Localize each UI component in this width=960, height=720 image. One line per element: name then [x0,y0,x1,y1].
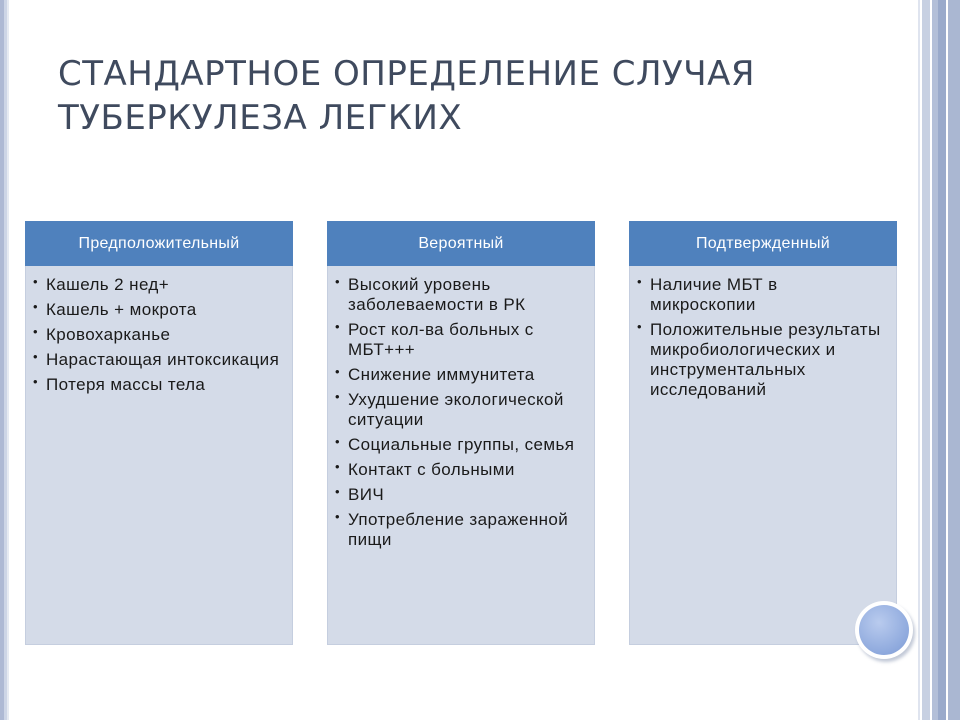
column-list [334,275,586,555]
column-header: Предположительный [25,221,293,266]
column-confirmed [629,221,897,645]
column-probable [327,221,595,645]
column-presumptive [25,221,293,645]
list-item: • Положительные результаты микробиологических и инструментальных исследований [636,320,888,400]
column-header: Вероятный [327,221,595,266]
list-item: • Кровохарканье [32,325,284,345]
list-item: • Ухудшение экологической ситуации [334,390,586,430]
list-item: • Социальные группы, семья [334,435,586,455]
list-item: • Употребление зараженной пищи [334,510,586,550]
list-item: • Кашель 2 нед+ [32,275,284,295]
slide-title: СТАНДАРТНОЕ ОПРЕДЕЛЕНИЕ СЛУЧАЯ ТУБЕРКУЛЕЗА ЛЕГКИХ [58,54,755,138]
column-list [636,275,888,405]
list-item: • Потеря массы тела [32,375,284,395]
column-list [32,275,284,400]
list-item: • Кашель + мокрота [32,300,284,320]
list-item: • Нарастающая интоксикация [32,350,284,370]
list-item: • Наличие МБТ в микроскопии [636,275,888,315]
column-header: Подтвержденный [629,221,897,266]
list-item: • Снижение иммунитета [334,365,586,385]
right-decorative-stripes [918,0,960,720]
list-item: • Рост кол-ва больных с МБТ+++ [334,320,586,360]
decorative-circle-icon [855,601,913,659]
list-item: • Контакт с больными [334,460,586,480]
left-decorative-border [0,0,9,720]
list-item: • Высокий уровень заболеваемости в РК [334,275,586,315]
list-item: • ВИЧ [334,485,586,505]
